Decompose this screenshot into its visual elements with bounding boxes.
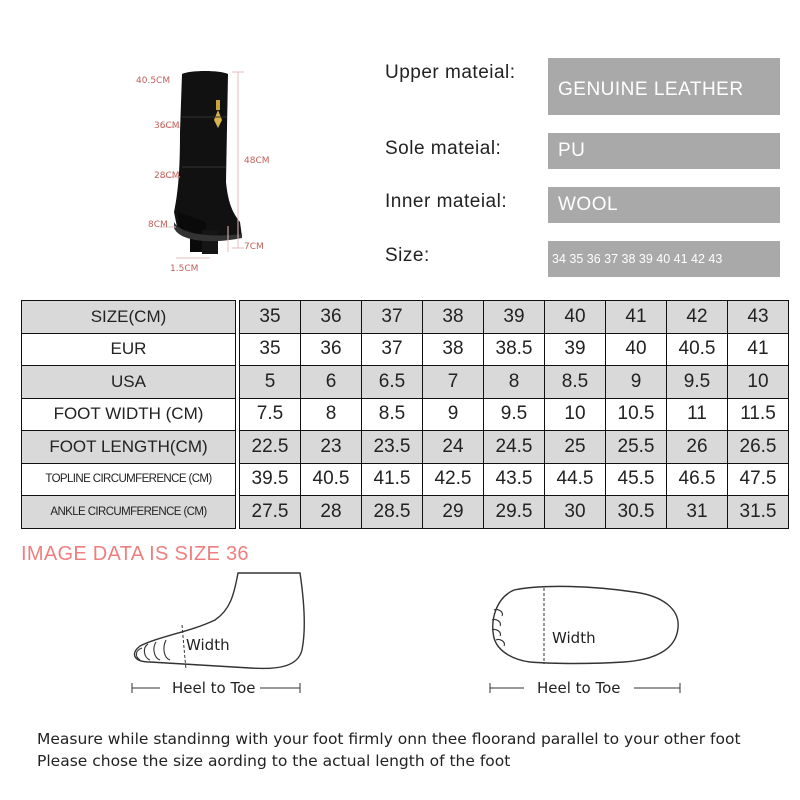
dim-platform: 1.5CM bbox=[170, 264, 199, 274]
top-length-label: Heel to Toe bbox=[537, 679, 621, 697]
spec-label-sole: Sole mateial: bbox=[385, 138, 502, 159]
table-cell: 45.5 bbox=[606, 463, 667, 496]
side-width-label: Width bbox=[186, 636, 230, 654]
table-cell: 25 bbox=[545, 431, 606, 464]
table-row bbox=[22, 301, 789, 334]
table-cell: 11.5 bbox=[728, 398, 789, 431]
table-cell: 41 bbox=[606, 301, 667, 334]
spec-label-inner: Inner mateial: bbox=[385, 191, 508, 212]
table-row bbox=[22, 431, 789, 464]
table-cell: 40.5 bbox=[301, 463, 362, 496]
table-cell: 29 bbox=[423, 496, 484, 529]
row-label: FOOT WIDTH (CM) bbox=[22, 398, 236, 431]
spec-value-sole: PU bbox=[548, 133, 780, 169]
table-cell: 26.5 bbox=[728, 431, 789, 464]
row-label: SIZE(CM) bbox=[22, 301, 236, 334]
table-cell: 35 bbox=[240, 301, 301, 334]
table-cell: 11 bbox=[667, 398, 728, 431]
size-chart-table bbox=[21, 300, 789, 529]
table-cell: 38.5 bbox=[484, 333, 545, 366]
table-cell: 25.5 bbox=[606, 431, 667, 464]
table-cell: 24 bbox=[423, 431, 484, 464]
table-cell: 38 bbox=[423, 301, 484, 334]
table-cell: 10 bbox=[728, 366, 789, 399]
table-cell: 23 bbox=[301, 431, 362, 464]
table-cell: 47.5 bbox=[728, 463, 789, 496]
spec-value-upper: GENUINE LEATHER bbox=[548, 58, 780, 115]
table-cell: 6 bbox=[301, 366, 362, 399]
row-label: FOOT LENGTH(CM) bbox=[22, 431, 236, 464]
table-row bbox=[22, 366, 789, 399]
row-label: EUR bbox=[22, 333, 236, 366]
table-cell: 30.5 bbox=[606, 496, 667, 529]
table-row bbox=[22, 333, 789, 366]
table-cell: 40.5 bbox=[667, 333, 728, 366]
table-cell: 8.5 bbox=[545, 366, 606, 399]
table-cell: 5 bbox=[240, 366, 301, 399]
dim-total-height: 48CM bbox=[244, 156, 270, 166]
table-cell: 8 bbox=[301, 398, 362, 431]
dim-heel-height: 7CM bbox=[244, 242, 264, 252]
dim-ankle-height: 8CM bbox=[148, 220, 168, 230]
table-cell: 28 bbox=[301, 496, 362, 529]
table-cell: 6.5 bbox=[362, 366, 423, 399]
table-cell: 37 bbox=[362, 301, 423, 334]
table-cell: 31 bbox=[667, 496, 728, 529]
spec-value-size: 34 35 36 37 38 39 40 41 42 43 bbox=[548, 241, 780, 277]
table-cell: 37 bbox=[362, 333, 423, 366]
table-cell: 9 bbox=[606, 366, 667, 399]
table-cell: 23.5 bbox=[362, 431, 423, 464]
dim-top-circumference: 40.5CM bbox=[136, 76, 171, 86]
table-cell: 39 bbox=[484, 301, 545, 334]
spec-label-size: Size: bbox=[385, 245, 430, 266]
table-cell: 36 bbox=[301, 301, 362, 334]
table-cell: 40 bbox=[606, 333, 667, 366]
table-cell: 27.5 bbox=[240, 496, 301, 529]
table-cell: 26 bbox=[667, 431, 728, 464]
table-cell: 24.5 bbox=[484, 431, 545, 464]
table-cell: 43 bbox=[728, 301, 789, 334]
boot-image bbox=[120, 62, 310, 282]
table-cell: 7.5 bbox=[240, 398, 301, 431]
table-cell: 22.5 bbox=[240, 431, 301, 464]
table-cell: 10.5 bbox=[606, 398, 667, 431]
side-length-label: Heel to Toe bbox=[172, 679, 256, 697]
table-cell: 8 bbox=[484, 366, 545, 399]
table-row bbox=[22, 463, 789, 496]
instruction-line-1: Measure while standinng with your foot firmly onn thee floorand parallel to your other foot bbox=[37, 730, 741, 748]
table-cell: 43.5 bbox=[484, 463, 545, 496]
table-cell: 36 bbox=[301, 333, 362, 366]
table-cell: 44.5 bbox=[545, 463, 606, 496]
table-cell: 39 bbox=[545, 333, 606, 366]
top-width-label: Width bbox=[552, 629, 596, 647]
table-cell: 29.5 bbox=[484, 496, 545, 529]
table-cell: 41 bbox=[728, 333, 789, 366]
table-cell: 9.5 bbox=[667, 366, 728, 399]
row-label: USA bbox=[22, 366, 236, 399]
table-cell: 35 bbox=[240, 333, 301, 366]
table-cell: 30 bbox=[545, 496, 606, 529]
table-cell: 8.5 bbox=[362, 398, 423, 431]
table-row bbox=[22, 496, 789, 529]
row-label: ANKLE CIRCUMFERENCE (CM) bbox=[22, 496, 236, 529]
table-cell: 9 bbox=[423, 398, 484, 431]
table-cell: 41.5 bbox=[362, 463, 423, 496]
row-label: TOPLINE CIRCUMFERENCE (CM) bbox=[22, 463, 236, 496]
spec-value-inner: WOOL bbox=[548, 187, 780, 223]
table-cell: 10 bbox=[545, 398, 606, 431]
table-cell: 42 bbox=[667, 301, 728, 334]
table-cell: 42.5 bbox=[423, 463, 484, 496]
table-row bbox=[22, 398, 789, 431]
instruction-line-2: Please chose the size aording to the actual length of the foot bbox=[37, 752, 511, 770]
table-cell: 46.5 bbox=[667, 463, 728, 496]
table-cell: 7 bbox=[423, 366, 484, 399]
dim-calf-height: 36CM bbox=[154, 121, 180, 131]
table-cell: 31.5 bbox=[728, 496, 789, 529]
table-cell: 9.5 bbox=[484, 398, 545, 431]
table-cell: 40 bbox=[545, 301, 606, 334]
table-cell: 38 bbox=[423, 333, 484, 366]
dim-mid-height: 28CM bbox=[154, 171, 180, 181]
table-cell: 28.5 bbox=[362, 496, 423, 529]
boot-figure bbox=[120, 62, 310, 282]
spec-label-upper: Upper mateial: bbox=[385, 62, 516, 83]
image-data-note: IMAGE DATA IS SIZE 36 bbox=[21, 543, 249, 565]
table-cell: 39.5 bbox=[240, 463, 301, 496]
